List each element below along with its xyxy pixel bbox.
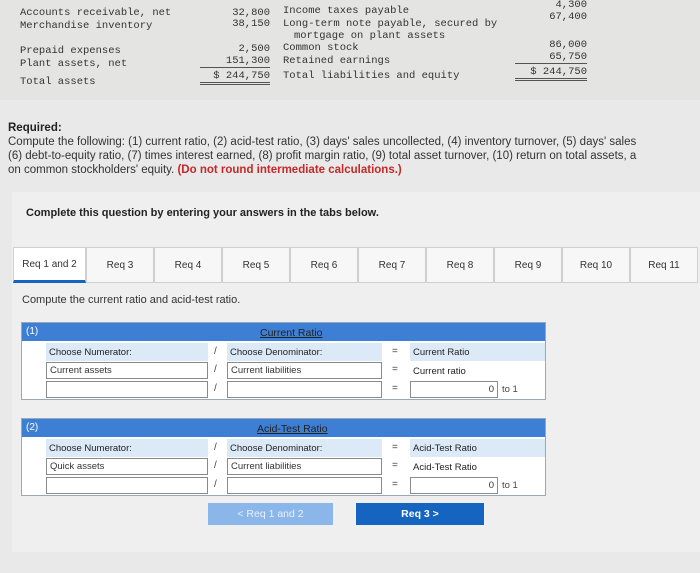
required-heading: Required:	[8, 122, 62, 134]
divide-sign: /	[214, 460, 217, 471]
equals-sign: =	[392, 364, 398, 375]
acid-test-table	[21, 418, 546, 496]
denominator-select[interactable]: Current liabilities	[227, 458, 382, 475]
divide-sign: /	[214, 442, 217, 453]
bs-left-value-3: 151,300	[200, 55, 270, 68]
bs-left-label-4: Total assets	[20, 76, 96, 88]
required-line-2: (6) debt-to-equity ratio, (7) times interest earned, (8) profit margin ratio, (9) total asset turnover, (10) return on total assets, a	[8, 150, 637, 162]
balance-sheet	[0, 0, 700, 100]
divide-sign: /	[214, 383, 217, 394]
numerator-select[interactable]: Current assets	[46, 362, 208, 379]
denominator-label: Choose Denominator:	[227, 343, 382, 361]
tab-req-1-and-2[interactable]: Req 1 and 2	[13, 247, 86, 283]
bs-right-value-3: 86,000	[549, 39, 587, 51]
next-button[interactable]: Req 3 >	[356, 503, 484, 525]
divide-sign: /	[214, 346, 217, 357]
divide-sign: /	[214, 364, 217, 375]
current-ratio-table	[21, 322, 546, 400]
divide-sign: /	[214, 479, 217, 490]
bs-left-label-3: Plant assets, net	[20, 58, 128, 70]
tab-req-8[interactable]: Req 8	[426, 247, 494, 283]
numerator-label: Choose Numerator:	[46, 343, 208, 361]
bs-right-value-4: 65,750	[515, 51, 587, 64]
acid-test-title: Acid-Test Ratio	[257, 423, 328, 435]
req-tabs	[13, 247, 700, 283]
tab-req-9[interactable]: Req 9	[494, 247, 562, 283]
tab-req-5[interactable]: Req 5	[222, 247, 290, 283]
bs-right-value-1: 67,400	[549, 11, 587, 23]
bs-right-label-3: Common stock	[283, 42, 359, 54]
result-value: Acid-Test Ratio	[410, 458, 545, 476]
tab-req-3[interactable]: Req 3	[86, 247, 154, 283]
tab-req-4[interactable]: Req 4	[154, 247, 222, 283]
equals-sign: =	[392, 460, 398, 471]
answer-suffix: to 1	[502, 384, 518, 395]
answer-suffix: to 1	[502, 480, 518, 491]
result-value: Current ratio	[410, 362, 545, 380]
bs-right-label-1: Long-term note payable, secured by	[283, 18, 498, 30]
required-instructions	[8, 121, 636, 177]
bs-left-value-0: 32,800	[232, 7, 270, 19]
current-ratio-title: Current Ratio	[260, 327, 323, 339]
tab-req-10[interactable]: Req 10	[562, 247, 630, 283]
current-ratio-answer[interactable]: 0	[410, 381, 498, 398]
bs-right-value-0: 4,300	[555, 0, 587, 11]
tab-req-7[interactable]: Req 7	[358, 247, 426, 283]
numerator-select[interactable]: Quick assets	[46, 458, 208, 475]
bs-right-label-4: Retained earnings	[283, 55, 391, 67]
denominator-label: Choose Denominator:	[227, 439, 382, 457]
acid-test-answer[interactable]: 0	[410, 477, 498, 494]
numerator-input[interactable]	[46, 477, 208, 494]
equals-sign: =	[392, 479, 398, 490]
numerator-label: Choose Numerator:	[46, 439, 208, 457]
equals-sign: =	[392, 346, 398, 357]
denominator-input[interactable]	[227, 381, 382, 398]
current-ratio-number: (1)	[26, 326, 39, 337]
tab-req-11[interactable]: Req 11	[630, 247, 698, 283]
bs-right-value-5: $ 244,750	[515, 66, 587, 81]
denominator-input[interactable]	[227, 477, 382, 494]
result-label: Acid-Test Ratio	[410, 439, 545, 457]
instructions-text: Complete this question by entering your answers in the tabs below.	[26, 207, 379, 219]
bs-left-value-1: 38,150	[232, 18, 270, 30]
equals-sign: =	[392, 383, 398, 394]
bs-left-value-2: 2,500	[238, 43, 270, 55]
bs-right-label-5: Total liabilities and equity	[283, 70, 460, 82]
required-line-1: Compute the following: (1) current ratio, (2) acid-test ratio, (3) days' sales uncollected, (4) inventory turnover, (5) days' sales	[8, 136, 637, 148]
prev-button[interactable]: < Req 1 and 2	[208, 503, 333, 525]
tab-req-6[interactable]: Req 6	[290, 247, 358, 283]
numerator-input[interactable]	[46, 381, 208, 398]
bs-right-label-0: Income taxes payable	[283, 5, 410, 17]
bs-right-label-2: mortgage on plant assets	[294, 30, 446, 42]
required-line-3: on common stockholders' equity.	[8, 164, 175, 176]
required-note: (Do not round intermediate calculations.)	[177, 164, 402, 176]
bs-left-label-1: Merchandise inventory	[20, 20, 153, 32]
denominator-select[interactable]: Current liabilities	[227, 362, 382, 379]
bs-left-label-0: Accounts receivable, net	[20, 7, 172, 19]
acid-test-number: (2)	[26, 422, 39, 433]
equals-sign: =	[392, 442, 398, 453]
subtitle: Compute the current ratio and acid-test ratio.	[22, 294, 241, 306]
bs-left-value-4: $ 244,750	[200, 70, 270, 85]
bs-left-label-2: Prepaid expenses	[20, 45, 121, 57]
result-label: Current Ratio	[410, 343, 545, 361]
